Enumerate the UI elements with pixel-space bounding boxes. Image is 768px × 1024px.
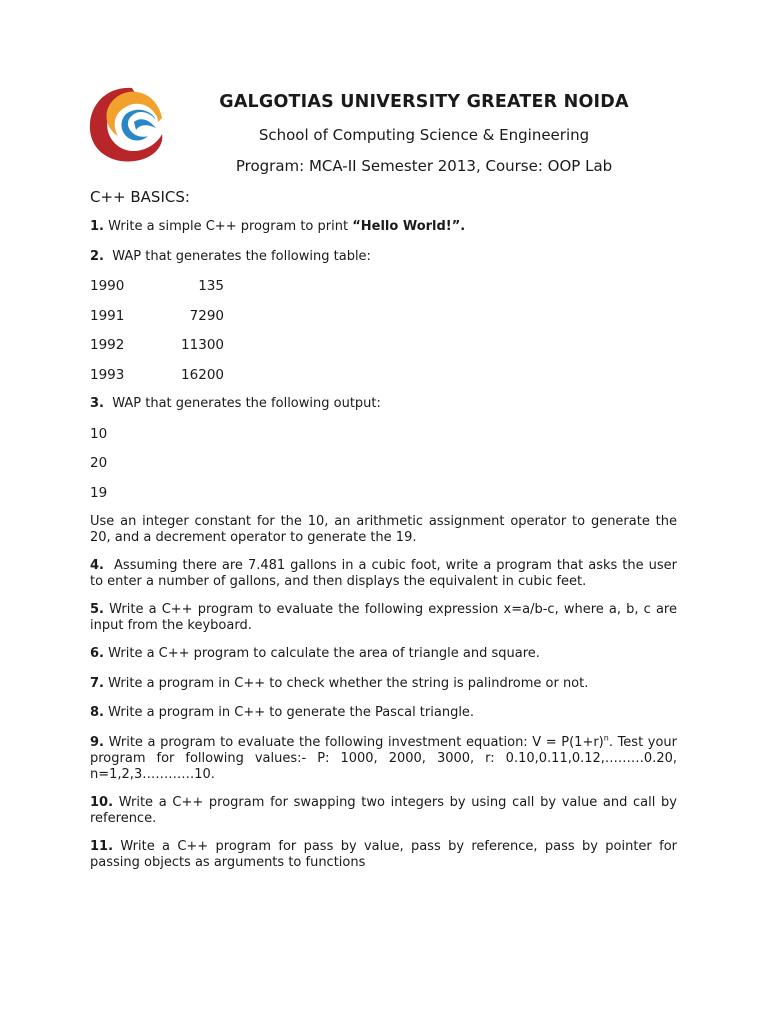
output-line: 10	[90, 425, 108, 442]
question-6: 6. Write a C++ program to calculate the area of triangle and square.	[90, 646, 540, 661]
question-10: 10. Write a C++ program for swapping two integers by using call by value and call by reference.	[90, 794, 677, 826]
question-5: 5. Write a C++ program to evaluate the following expression x=a/b-c, where a, b, c are input from the keyboard.	[90, 602, 677, 633]
question-2: 2. WAP that generates the following table:	[90, 248, 371, 264]
question-11: 11. Write a C++ program for pass by value, pass by reference, pass by pointer for passing objects as arguments to functions	[90, 838, 677, 870]
question-list	[90, 219, 677, 883]
table-row: 1992 11300	[90, 337, 224, 353]
question-3-note: Use an integer constant for the 10, an arithmetic assignment operator to generate the 20, and a decrement operator to generate the 19.	[90, 514, 677, 545]
university-title: GALGOTIAS UNIVERSITY GREATER NOIDA	[219, 92, 629, 112]
question-1: 1. Write a simple C++ program to print “Hello World!”.	[90, 219, 466, 234]
output-line: 20	[90, 455, 108, 471]
question-3: 3. WAP that generates the following output:	[90, 396, 381, 411]
table-row: 1991 7290	[90, 307, 224, 324]
table-row: 1990 135	[90, 278, 224, 294]
question-4: 4. Assuming there are 7.481 gallons in a cubic foot, write a program that asks the user to enter a number of gallons, and then displays the equivalent in cubic feet.	[90, 558, 678, 589]
program-line: Program: MCA-II Semester 2013, Course: OOP Lab	[235, 157, 613, 175]
question-7: 7. Write a program in C++ to check whether the string is palindrome or not.	[90, 675, 589, 691]
question-8: 8. Write a program in C++ to generate the Pascal triangle.	[90, 705, 475, 720]
section-heading: C++ BASICS:	[90, 188, 190, 206]
school-name: School of Computing Science & Engineering	[258, 126, 590, 144]
question-9: 9. Write a program to evaluate the following investment equation: $V = P(1+r)^n$. Test your program for following values:- P: 1000, 2000, 3000, r: 0.10,0.11,0.12,………0.20, n=1,2,3…………10.	[90, 733, 678, 782]
table-row: 1993 16200	[90, 366, 224, 383]
output-line: 19	[90, 484, 108, 501]
